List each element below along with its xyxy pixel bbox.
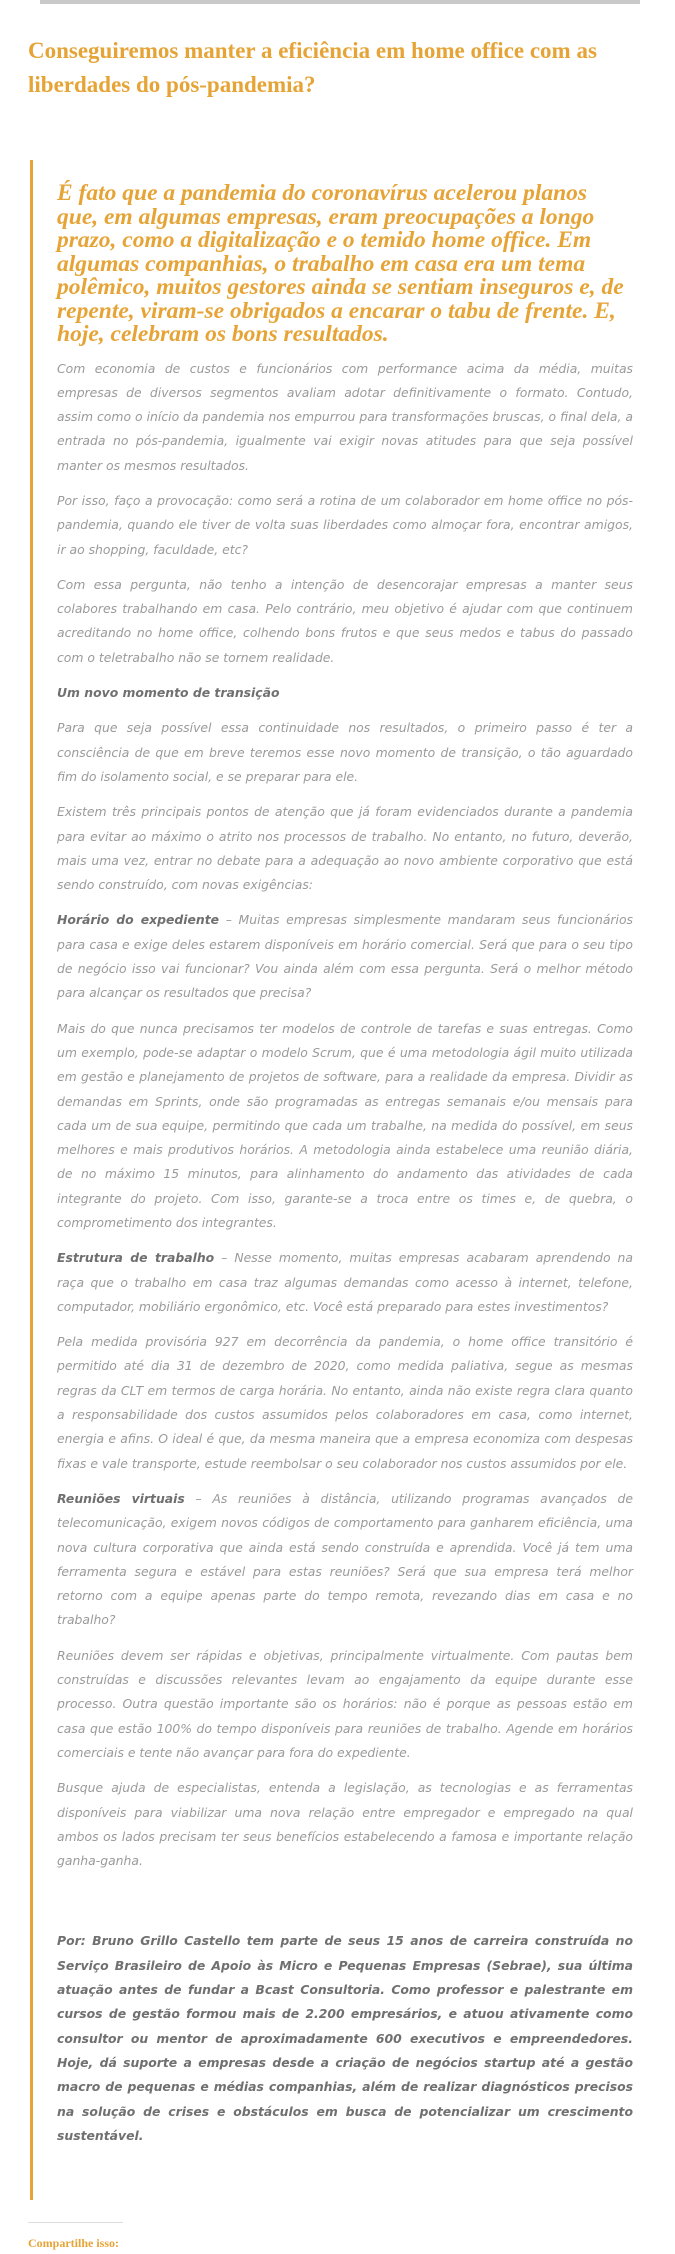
paragraph-structure: [57, 1246, 633, 1319]
structure-label: Estrutura de trabalho: [57, 1250, 215, 1266]
paragraph-legislation: Pela medida provisória 927 em decorrência da pandemia, o home office transitório é permitido até dia 31 de dezembro de 2020, como medida paliativa, segue as mesmas regras da CLT em termos de carga horária. No entanto, ainda não existe regra clara quanto a responsabilidade dos custos assumidos pelos colaboradores em casa, como internet, energia e afins. O ideal é que, da mesma maneira que a empresa economiza com despesas fixas e vale transporte, estude reembolsar o seu colaborador nos custos assumidos por ele.: [57, 1334, 633, 1471]
paragraph-provocation: Por isso, faço a provocação: como será a rotina de um colaborador em home office no pós-pandemia, quando ele tiver de volta suas liberdades como almoçar fora, encontrar amigos, ir ao shopping, faculdade, etc?: [57, 492, 633, 557]
share-heading: Compartilhe isso:: [28, 2236, 119, 2250]
paragraph-scrum: Mais do que nunca precisamos ter modelos de controle de tarefas e suas entregas. Como um exemplo, pode-se adaptar o modelo Scrum, que é uma metodologia ágil muito utilizada em gestão e planejamento de projetos de software, para a realidade da empresa. Dividir as demandas em Sprints, onde são programadas as entregas semanais e/ou mensais para cada um de sua equipe, permitindo que cada um trabalhe, na medida do possível, em seus melhores e mais produtivos horários. A metodologia ainda estabelece uma reunião diária, de no máximo 15 minutos, para alinhamento do andamento das atividades de cada integrante do projeto. Com isso, garante-se a troca entre os times e, de quebra, o comprometimento dos integrantes.: [57, 1020, 633, 1230]
paragraph-meetings: [57, 1487, 633, 1633]
page-title: Conseguiremos manter a eficiência em home office com as liberdades do pós-pandemia?: [28, 38, 597, 97]
schedule-text: – Muitas empresas simplesmente mandaram seus funcionários para casa e exige deles estarem disponíveis em horário comercial. Será que para o seu tipo de negócio isso vai funcionar? Vou ainda além com essa pergunta. Será o melhor método para alcançar os resultados que precisa?: [57, 912, 633, 1001]
meetings-label: Reuniões virtuais: [57, 1490, 185, 1506]
paragraph-attention-points: Existem três principais pontos de atenção que já foram evidenciados durante a pandemia para evitar ao máximo o atrito nos processos de trabalho. No entanto, no futuro, deverão, mais uma vez, entrar no debate para a adequação ao novo ambiente corporativo que está sendo construído, com novas exigências:: [57, 804, 633, 893]
share-divider: [28, 2222, 123, 2223]
author-bio: Por: Bruno Grillo Castello tem parte de seus 15 anos de carreira construída no Serviço Brasileiro de Apoio às Micro e Pequenas Empresas (Sebrae), sua última atuação antes de fundar a Bcast Consultoria. Como professor e palestrante em cursos de gestão formou mais de 2.200 empresários, e atuou ativamente como consultor ou mentor de aproximadamente 600 executivos e empreendedores. Hoje, dá suporte a empresas desde a criação de negócios startup até a gestão macro de pequenas e médias companhias, além de realizar diagnósticos precisos na solução de crises e obstáculos em busca de potencializar um crescimento sustentável.: [57, 1933, 633, 2143]
paragraph-intention: Com essa pergunta, não tenho a intenção de desencorajar empresas a manter seus colabores trabalhando em casa. Pelo contrário, meu objetivo é ajudar com que continuem acreditando no home office, colhendo bons frutos e que seus medos e tabus do passado com o teletrabalho não se tornem realidade.: [57, 576, 633, 665]
structure-text: – Nesse momento, muitas empresas acabaram aprendendo na raça que o trabalho em casa traz algumas demandas como acesso à internet, telefone, computador, mobiliário ergonômico, etc. Você está preparado para estes investimentos?: [57, 1250, 633, 1314]
paragraph-economy: Com economia de custos e funcionários com performance acima da média, muitas empresas de diversos segmentos avaliam adotar definitivamente o formato. Contudo, assim como o início da pandemia nos empurrou para transformações bruscas, o final dela, a entrada no pós-pandemia, igualmente vai exigir novas atitudes para que seja possível manter os mesmos resultados.: [57, 360, 633, 473]
schedule-label: Horário do expediente: [57, 912, 220, 928]
section-heading: Um novo momento de transição: [57, 685, 280, 701]
paragraph-continuity: Para que seja possível essa continuidade nos resultados, o primeiro passo é ter a consciência de que em breve teremos esse novo momento de transição, o tão aguardado fim do isolamento social, e se preparar para ele.: [57, 720, 633, 784]
article-lead: É fato que a pandemia do coronavírus acelerou planos que, em algumas empresas, eram preocupações a longo prazo, como a digitalização e o temido home office. Em algumas companhias, o trabalho em casa era um tema polêmico, muitos gestores ainda se sentiam inseguros e, de repente, viram-se obrigados a encarar o tabu de frente. E, hoje, celebram os bons resultados.: [57, 180, 624, 347]
paragraph-meeting-tips: Reuniões devem ser rápidas e objetivas, principalmente virtualmente. Com pautas bem construídas e discussões relevantes levam ao engajamento da equipe durante esse processo. Outra questão importante são os horários: não é porque as pessoas estão em casa que estão 100% do tempo disponíveis para reuniões de trabalho. Agende em horários comerciais e tente não avançar para fora do expediente.: [57, 1647, 633, 1760]
article-blockquote: [30, 160, 643, 2200]
paragraph-schedule: [57, 908, 633, 1005]
top-divider: [40, 0, 640, 4]
paragraph-specialists: Busque ajuda de especialistas, entenda a legislação, as tecnologias e as ferramentas disponíveis para viabilizar uma nova relação entre empregador e empregado na qual ambos os lados precisam ter seus benefícios estabelecendo a famosa e importante relação ganha-ganha.: [57, 1780, 633, 1869]
meetings-text: – As reuniões à distância, utilizando programas avançados de telecomunicação, exigem novos códigos de comportamento para ganharem eficiência, uma nova cultura corporativa que ainda está sendo construída e aprendida. Você já tem uma ferramenta segura e estável para estas reuniões? Será que sua empresa terá melhor retorno com a equipe apenas parte do tempo remota, revezando dias em casa e no trabalho?: [57, 1490, 633, 1628]
